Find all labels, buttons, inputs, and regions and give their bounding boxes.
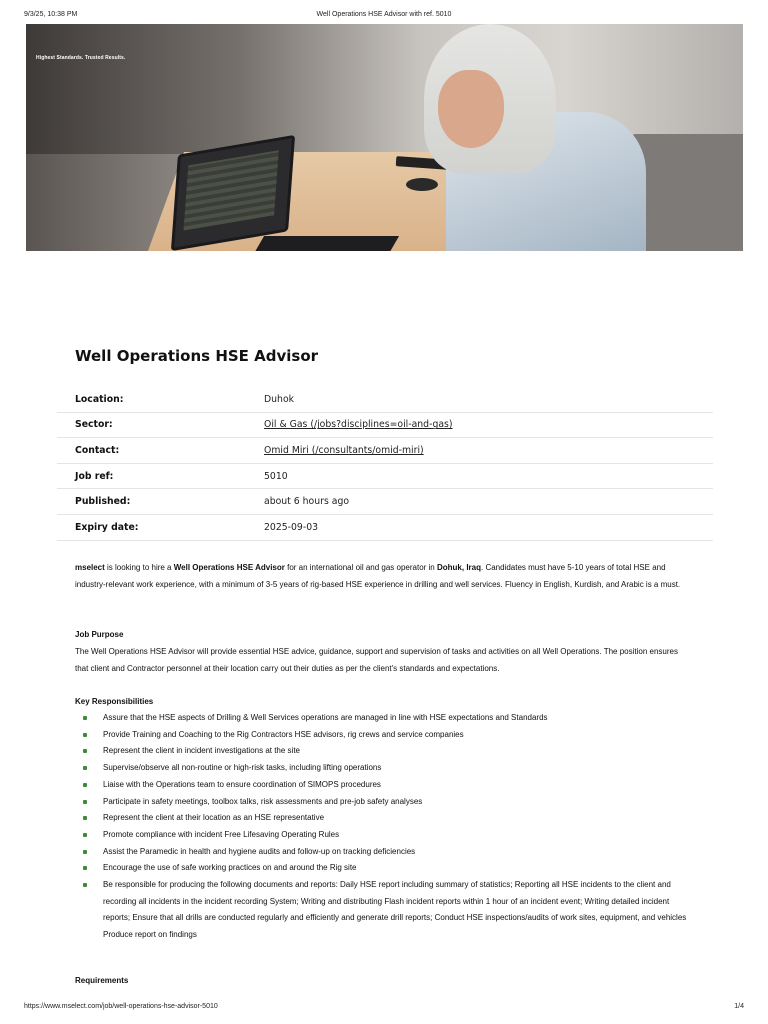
- list-item: Supervise/observe all non-routine or high-risk tasks, including lifting operations: [75, 760, 690, 777]
- bullet-icon: [83, 783, 87, 787]
- detail-label: Job ref:: [57, 463, 264, 489]
- detail-value: about 6 hours ago: [264, 489, 713, 515]
- intro-role: Well Operations HSE Advisor: [173, 563, 285, 572]
- bullet-icon: [83, 733, 87, 737]
- hero-person-face: [438, 70, 504, 148]
- contact-link[interactable]: Omid Miri (/consultants/omid-miri): [264, 444, 424, 456]
- detail-row-expiry-date: [57, 514, 713, 540]
- detail-label: Sector:: [57, 412, 264, 438]
- hero-mouse: [406, 178, 438, 191]
- section-heading-key-responsibilities: Key Responsibilities: [75, 697, 154, 706]
- print-header: [0, 11, 768, 23]
- bullet-icon: [83, 800, 87, 804]
- detail-label: Published:: [57, 489, 264, 515]
- section-heading-job-purpose: Job Purpose: [75, 630, 124, 639]
- list-item: Liaise with the Operations team to ensure coordination of SIMOPS procedures: [75, 777, 690, 794]
- hero-laptop-keyboard: [248, 236, 399, 251]
- bullet-icon: [83, 816, 87, 820]
- bullet-icon: [83, 766, 87, 770]
- detail-value: 5010: [264, 463, 713, 489]
- intro-text: . Candidates must have 5-10 years of total HSE and industry-relevant work experience, with a minimum of 3-5 years of rig-based HSE experience in drilling and well services. Fluency in English, Kurdish, and Arabic is a must.: [75, 563, 681, 589]
- list-item: Represent the client in incident investigations at the site: [75, 743, 690, 760]
- sector-link[interactable]: Oil & Gas (/jobs?disciplines=oil-and-gas): [264, 419, 453, 431]
- print-page-url: https://www.mselect.com/job/well-operations-hse-advisor-5010: [24, 1003, 218, 1010]
- list-item: Encourage the use of safe working practices on and around the Rig site: [75, 860, 690, 877]
- bullet-icon: [83, 716, 87, 720]
- bullet-icon: [83, 833, 87, 837]
- detail-row-contact: [57, 438, 713, 464]
- detail-value: 2025-09-03: [264, 514, 713, 540]
- detail-label: Expiry date:: [57, 514, 264, 540]
- intro-paragraph: [75, 560, 690, 594]
- list-item: Be responsible for producing the following documents and reports: Daily HSE report including summary of statistics; Reporting all HSE incidents to the client and recording all incidents in the incident recording System; Writing and distributing Flash incident reports within 1 hour of an incident event; Writing detailed incident reports; Ensure that all drills are conducted regularly and efficiently and generate drill reports; Conduct HSE inspections/audits of work sites, equipment, and vehicles Produce report on findings: [75, 877, 690, 944]
- detail-row-job-ref: [57, 463, 713, 489]
- intro-text: is looking to hire a: [104, 563, 174, 572]
- bullet-icon: [83, 850, 87, 854]
- detail-value: Duhok: [264, 387, 713, 412]
- section-heading-requirements: Requirements: [75, 976, 129, 985]
- print-page-title: Well Operations HSE Advisor with ref. 5010: [316, 11, 452, 18]
- detail-row-location: [57, 387, 713, 412]
- job-purpose-paragraph: The Well Operations HSE Advisor will provide essential HSE advice, guidance, support and supervision of tasks and activities on all Well Operations. The position ensures that client and Contractor personnel at their location carry out their duties as per the client's standards and expectations.: [75, 647, 678, 673]
- hero-banner-image: [26, 24, 743, 251]
- bullet-icon: [83, 749, 87, 753]
- list-item: Promote compliance with incident Free Lifesaving Operating Rules: [75, 827, 690, 844]
- company-name: mselect: [75, 563, 105, 572]
- intro-text: for an international oil and gas operator in: [284, 563, 437, 572]
- detail-label: Contact:: [57, 438, 264, 464]
- list-item: Provide Training and Coaching to the Rig Contractors HSE advisors, rig crews and service companies: [75, 727, 690, 744]
- list-item: Represent the client at their location as an HSE representative: [75, 810, 690, 827]
- page-title: Well Operations HSE Advisor: [75, 347, 319, 365]
- bullet-icon: [83, 866, 87, 870]
- list-item: Participate in safety meetings, toolbox talks, risk assessments and pre-job safety analyses: [75, 794, 690, 811]
- responsibilities-list: [75, 710, 690, 944]
- detail-row-sector: [57, 412, 713, 438]
- hero-tagline: Highest Standards. Trusted Results.: [36, 55, 126, 61]
- list-item: Assist the Paramedic in health and hygiene audits and follow-up on tracking deficiencies: [75, 844, 690, 861]
- print-datetime: 9/3/25, 10:38 PM: [24, 11, 78, 18]
- bullet-icon: [83, 883, 87, 887]
- intro-location: Dohuk, Iraq: [436, 563, 481, 572]
- job-details-table: [57, 387, 713, 541]
- list-item: Assure that the HSE aspects of Drilling & Well Services operations are managed in line with HSE expectations and Standards: [75, 710, 690, 727]
- print-page-number: 1/4: [734, 1003, 744, 1010]
- detail-label: Location:: [57, 387, 264, 412]
- detail-row-published: [57, 489, 713, 515]
